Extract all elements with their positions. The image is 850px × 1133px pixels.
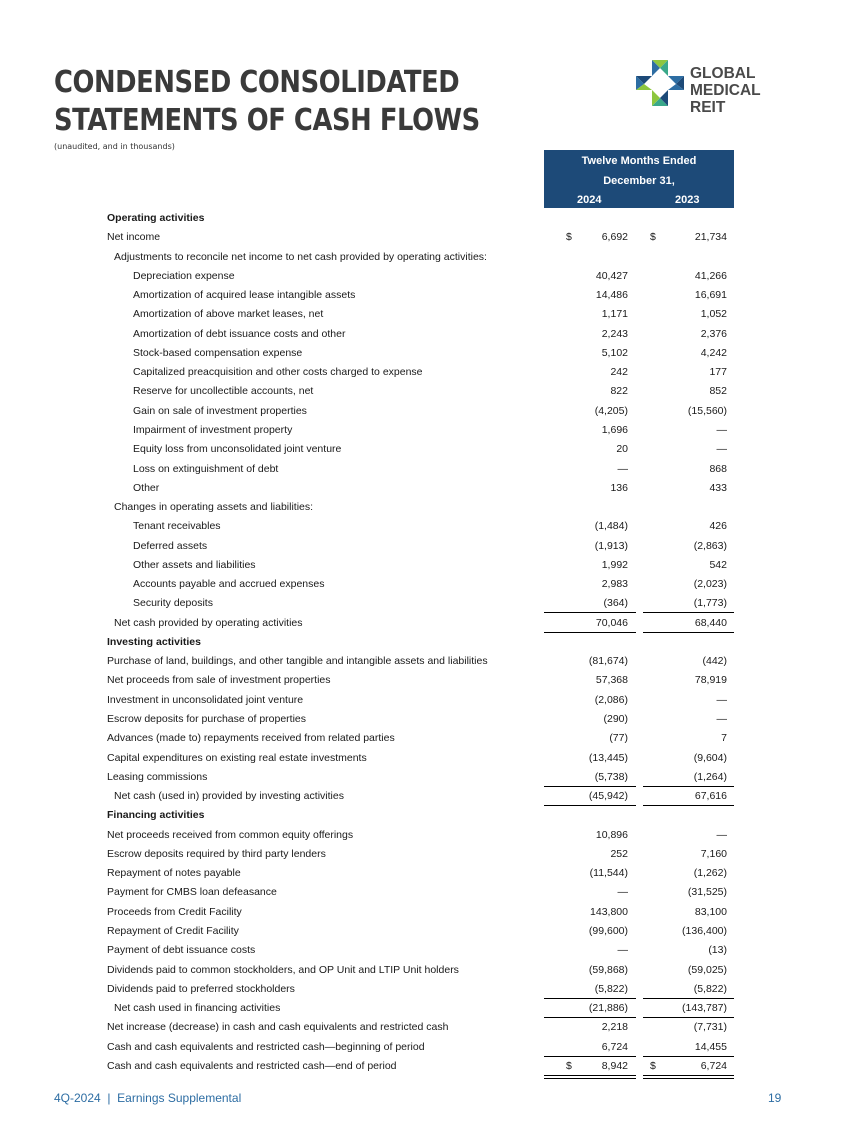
value-2023: 41,266 bbox=[694, 269, 727, 282]
value-2024: (2,086) bbox=[594, 693, 628, 706]
row-label: Stock-based compensation expense bbox=[133, 346, 303, 359]
value-2023: 433 bbox=[709, 481, 727, 494]
value-2023: (143,787) bbox=[682, 1002, 727, 1015]
value-2023: — bbox=[716, 693, 727, 706]
section-header bbox=[0, 806, 850, 825]
table-row bbox=[0, 440, 850, 459]
value-2023: 426 bbox=[709, 520, 727, 533]
company-logo bbox=[636, 60, 796, 116]
value-2024: 136 bbox=[610, 481, 628, 494]
table-row bbox=[0, 710, 850, 729]
value-2023: (1,264) bbox=[693, 770, 727, 783]
header-date: December 31, bbox=[603, 175, 675, 187]
value-2023: 1,052 bbox=[700, 308, 727, 321]
value-2024: (1,484) bbox=[594, 520, 628, 533]
table-row bbox=[0, 517, 850, 536]
row-label: Net proceeds received from common equity offerings bbox=[107, 828, 354, 841]
row-label: Investing activities bbox=[107, 635, 201, 648]
value-2023: 78,919 bbox=[694, 674, 727, 687]
logo-cross-icon bbox=[636, 60, 684, 106]
table-row bbox=[0, 749, 850, 768]
row-label: Amortization of debt issuance costs and other bbox=[133, 327, 346, 340]
value-2024: 1,171 bbox=[601, 308, 628, 321]
row-label: Other bbox=[133, 481, 160, 494]
table-row bbox=[0, 421, 850, 440]
value-2024: 1,696 bbox=[601, 423, 628, 436]
value-2024: (77) bbox=[609, 732, 628, 745]
row-label: Net cash used in financing activities bbox=[114, 1002, 281, 1015]
value-2023: — bbox=[716, 423, 727, 436]
table-row bbox=[0, 228, 850, 247]
table-row bbox=[0, 594, 850, 613]
title-line-1: CONDENSED CONSOLIDATED bbox=[54, 65, 460, 100]
value-2023: 4,242 bbox=[700, 346, 727, 359]
value-2023: (2,863) bbox=[693, 539, 727, 552]
section-header bbox=[0, 209, 850, 228]
row-label: Net increase (decrease) in cash and cash equivalents and restricted cash bbox=[107, 1021, 449, 1034]
value-2023: 16,691 bbox=[694, 289, 727, 302]
row-label: Dividends paid to common stockholders, and OP Unit and LTIP Unit holders bbox=[107, 963, 459, 976]
value-2023: 21,734 bbox=[694, 231, 727, 244]
row-label: Gain on sale of investment properties bbox=[133, 404, 307, 417]
table-row bbox=[0, 575, 850, 594]
row-label: Other assets and liabilities bbox=[133, 558, 256, 571]
value-2024: 8,942 bbox=[601, 1059, 628, 1072]
value-2023: (442) bbox=[702, 655, 727, 668]
value-2023: (1,262) bbox=[693, 867, 727, 880]
table-row bbox=[0, 305, 850, 324]
value-2024: 2,243 bbox=[601, 327, 628, 340]
value-2023: (1,773) bbox=[693, 597, 727, 610]
value-2023: (2,023) bbox=[693, 578, 727, 591]
table-row bbox=[0, 614, 850, 633]
row-label: Investment in unconsolidated joint venture bbox=[107, 693, 304, 706]
value-2023: 852 bbox=[709, 385, 727, 398]
row-label: Repayment of notes payable bbox=[107, 867, 241, 880]
value-2024: (364) bbox=[603, 597, 628, 610]
table-row bbox=[0, 941, 850, 960]
value-2023: — bbox=[716, 828, 727, 841]
row-label: Amortization of acquired lease intangible assets bbox=[133, 289, 356, 302]
column-header bbox=[544, 150, 734, 208]
value-2023: (13) bbox=[708, 944, 727, 957]
row-label: Impairment of investment property bbox=[133, 423, 293, 436]
value-2023: 14,455 bbox=[694, 1040, 727, 1053]
value-2024: (21,886) bbox=[588, 1002, 628, 1015]
value-2024: 6,724 bbox=[601, 1040, 628, 1053]
row-label: Reserve for uncollectible accounts, net bbox=[133, 385, 314, 398]
value-2024: — bbox=[617, 462, 628, 475]
table-row bbox=[0, 922, 850, 941]
row-label: Net cash (used in) provided by investing activities bbox=[114, 790, 344, 803]
value-2024: 242 bbox=[610, 366, 628, 379]
dollar-sign: $ bbox=[566, 231, 572, 244]
row-label: Advances (made to) repayments received from related parties bbox=[107, 732, 395, 745]
row-label: Operating activities bbox=[107, 212, 205, 224]
value-2024: (99,600) bbox=[588, 924, 628, 937]
value-2023: 177 bbox=[709, 366, 727, 379]
value-2024: (13,445) bbox=[588, 751, 628, 764]
section-header bbox=[0, 633, 850, 652]
value-2023: (15,560) bbox=[687, 404, 727, 417]
value-2023: 7,160 bbox=[700, 847, 727, 860]
page-title bbox=[54, 64, 501, 140]
table-row bbox=[0, 671, 850, 690]
table-row bbox=[0, 248, 850, 267]
table-row bbox=[0, 845, 850, 864]
table-row bbox=[0, 961, 850, 980]
page-number: 19 bbox=[768, 1091, 782, 1105]
value-2023: (136,400) bbox=[682, 924, 727, 937]
table-row bbox=[0, 344, 850, 363]
value-2024: — bbox=[617, 944, 628, 957]
row-label: Leasing commissions bbox=[107, 770, 208, 783]
table-row bbox=[0, 286, 850, 305]
value-2024: 5,102 bbox=[601, 346, 628, 359]
table-row bbox=[0, 883, 850, 902]
value-2024: 6,692 bbox=[601, 231, 628, 244]
logo-line-2: MEDICAL REIT bbox=[690, 82, 761, 116]
row-label: Dividends paid to preferred stockholders bbox=[107, 982, 295, 995]
value-2024: (59,868) bbox=[588, 963, 628, 976]
value-2024: 143,800 bbox=[590, 905, 628, 918]
header-period: Twelve Months Ended bbox=[581, 155, 697, 167]
table-row bbox=[0, 556, 850, 575]
value-2024: 10,896 bbox=[595, 828, 628, 841]
value-2024: (290) bbox=[603, 713, 628, 726]
value-2024: (1,913) bbox=[594, 539, 628, 552]
value-2023: 2,376 bbox=[700, 327, 727, 340]
value-2023: 542 bbox=[709, 558, 727, 571]
header-year-2024: 2024 bbox=[577, 194, 602, 206]
value-2024: 2,983 bbox=[601, 578, 628, 591]
table-row bbox=[0, 382, 850, 401]
table-row bbox=[0, 787, 850, 806]
value-2024: (5,822) bbox=[594, 982, 628, 995]
table-row bbox=[0, 980, 850, 999]
double-underline-rule bbox=[643, 1075, 734, 1079]
header-year-2023: 2023 bbox=[675, 194, 700, 206]
row-label: Capital expenditures on existing real estate investments bbox=[107, 751, 367, 764]
table-row bbox=[0, 402, 850, 421]
table-row bbox=[0, 826, 850, 845]
dollar-sign: $ bbox=[650, 231, 656, 244]
table-row bbox=[0, 325, 850, 344]
value-2023: (5,822) bbox=[693, 982, 727, 995]
table-row bbox=[0, 903, 850, 922]
value-2023: — bbox=[716, 713, 727, 726]
row-label: Security deposits bbox=[133, 597, 213, 610]
row-label: Escrow deposits required by third party lenders bbox=[107, 847, 326, 860]
value-2024: 1,992 bbox=[601, 558, 628, 571]
dollar-sign: $ bbox=[566, 1059, 572, 1072]
row-label: Cash and cash equivalents and restricted cash—beginning of period bbox=[107, 1040, 425, 1053]
row-label: Payment for CMBS loan defeasance bbox=[107, 886, 277, 899]
table-row bbox=[0, 537, 850, 556]
table-row bbox=[0, 1038, 850, 1057]
row-label: Financing activities bbox=[107, 809, 205, 822]
table-row bbox=[0, 652, 850, 671]
row-label: Depreciation expense bbox=[133, 269, 235, 282]
value-2023: (9,604) bbox=[693, 751, 727, 764]
value-2023: (31,525) bbox=[687, 886, 727, 899]
row-label: Accounts payable and accrued expenses bbox=[133, 578, 325, 591]
row-label: Repayment of Credit Facility bbox=[107, 924, 239, 937]
row-label: Loss on extinguishment of debt bbox=[133, 462, 279, 475]
value-2024: 40,427 bbox=[595, 269, 628, 282]
dollar-sign: $ bbox=[650, 1059, 656, 1072]
value-2024: 2,218 bbox=[601, 1021, 628, 1034]
row-label: Tenant receivables bbox=[133, 520, 221, 533]
row-label: Payment of debt issuance costs bbox=[107, 944, 256, 957]
logo-line-1: GLOBAL bbox=[690, 65, 756, 82]
row-label: Equity loss from unconsolidated joint venture bbox=[133, 443, 342, 456]
value-2024: 57,368 bbox=[595, 674, 628, 687]
row-label: Net income bbox=[107, 231, 161, 244]
value-2023: 68,440 bbox=[694, 616, 727, 629]
value-2024: 70,046 bbox=[595, 616, 628, 629]
footer-label: 4Q-2024 | Earnings Supplemental bbox=[54, 1091, 242, 1105]
value-2023: — bbox=[716, 443, 727, 456]
value-2024: (5,738) bbox=[594, 770, 628, 783]
row-label: Capitalized preacquisition and other costs charged to expense bbox=[133, 366, 423, 379]
value-2023: (7,731) bbox=[693, 1021, 727, 1034]
table-row bbox=[0, 363, 850, 382]
row-label: Net proceeds from sale of investment properties bbox=[107, 674, 331, 687]
table-row bbox=[0, 729, 850, 748]
title-line-2: STATEMENTS OF CASH FLOWS bbox=[54, 103, 480, 138]
value-2024: (4,205) bbox=[594, 404, 628, 417]
table-row bbox=[0, 691, 850, 710]
value-2024: 14,486 bbox=[595, 289, 628, 302]
value-2024: — bbox=[617, 886, 628, 899]
value-2024: (45,942) bbox=[588, 790, 628, 803]
row-label: Changes in operating assets and liabilities: bbox=[114, 501, 314, 514]
table-row bbox=[0, 498, 850, 517]
table-row bbox=[0, 1057, 850, 1076]
value-2023: (59,025) bbox=[687, 963, 727, 976]
table-row bbox=[0, 460, 850, 479]
table-row bbox=[0, 864, 850, 883]
row-label: Escrow deposits for purchase of properties bbox=[107, 713, 307, 726]
value-2024: (11,544) bbox=[589, 867, 628, 880]
value-2024: 20 bbox=[616, 443, 628, 456]
value-2023: 83,100 bbox=[694, 905, 727, 918]
value-2023: 7 bbox=[721, 732, 727, 745]
row-label: Net cash provided by operating activities bbox=[114, 616, 303, 629]
value-2023: 67,616 bbox=[694, 790, 727, 803]
table-row bbox=[0, 999, 850, 1018]
row-label: Adjustments to reconcile net income to net cash provided by operating activities: bbox=[114, 250, 487, 263]
table-row bbox=[0, 768, 850, 787]
value-2023: 6,724 bbox=[700, 1059, 727, 1072]
table-row bbox=[0, 479, 850, 498]
row-label: Proceeds from Credit Facility bbox=[107, 905, 242, 918]
value-2024: 822 bbox=[610, 385, 628, 398]
value-2024: (81,674) bbox=[588, 655, 628, 668]
table-row bbox=[0, 1018, 850, 1037]
value-2023: 868 bbox=[709, 462, 727, 475]
table-row bbox=[0, 267, 850, 286]
value-2024: 252 bbox=[610, 847, 628, 860]
row-label: Amortization of above market leases, net bbox=[133, 308, 324, 321]
row-label: Deferred assets bbox=[133, 539, 208, 552]
double-underline-rule bbox=[544, 1075, 636, 1079]
row-label: Cash and cash equivalents and restricted cash—end of period bbox=[107, 1059, 397, 1072]
subtitle: (unaudited, and in thousands) bbox=[54, 142, 175, 151]
row-label: Purchase of land, buildings, and other tangible and intangible assets and liabilities bbox=[107, 655, 488, 668]
